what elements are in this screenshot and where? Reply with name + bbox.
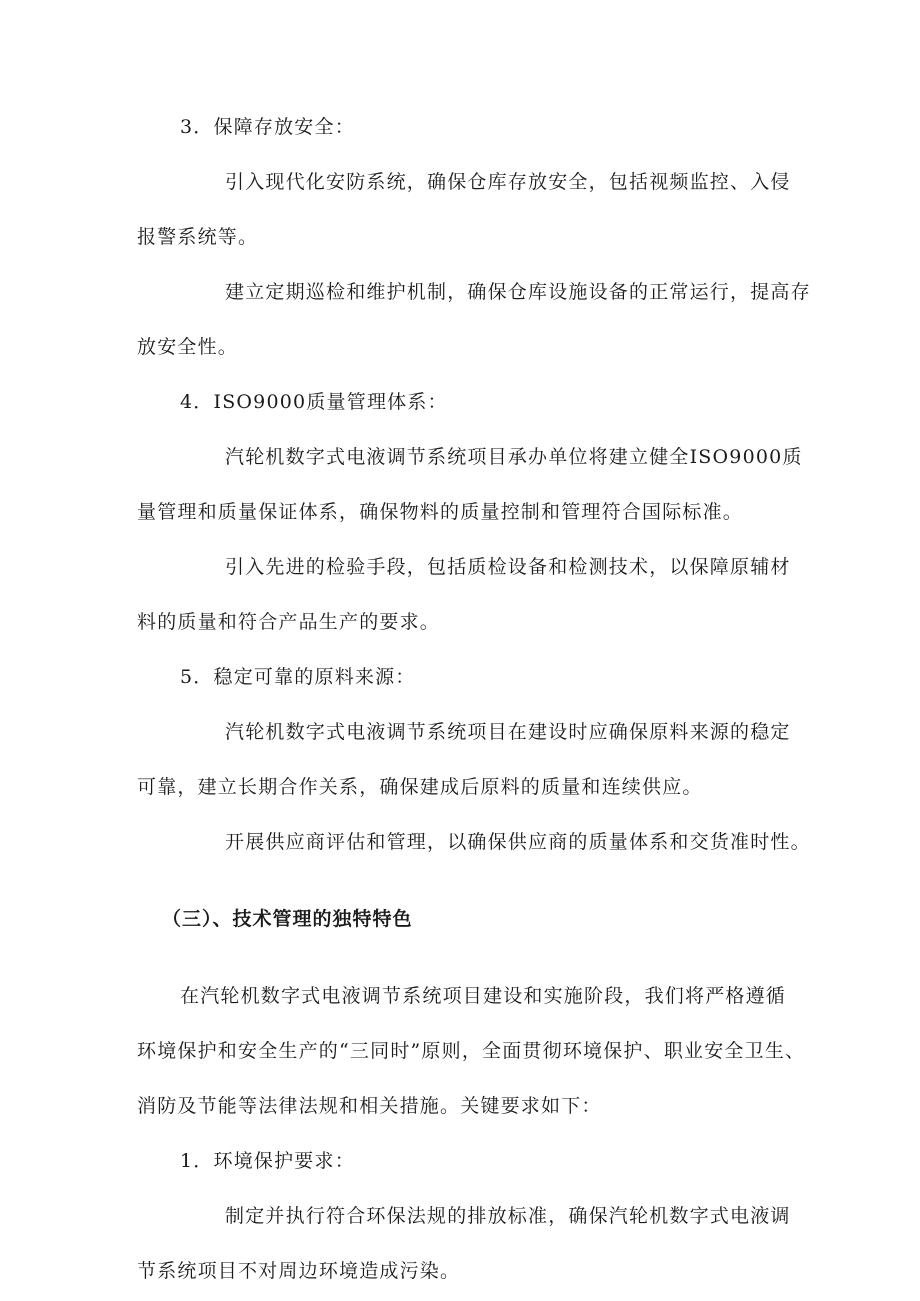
item-3-para-1-line-1: 引入现代化安防系统，确保仓库存放安全，包括视频监控、入侵 [225, 171, 791, 193]
item-4-title: 4．ISO9000质量管理体系： [180, 391, 448, 413]
item-4-para-1-line-1: 汽轮机数字式电液调节系统项目承办单位将建立健全ISO9000质 [225, 446, 803, 468]
item-3-para-2-line-1: 建立定期巡检和维护机制，确保仓库设施设备的正常运行，提高存 [225, 281, 811, 303]
item-5-para-1-line-2: 可靠，建立长期合作关系，确保建成后原料的质量和连续供应。 [137, 776, 703, 798]
item-4-para-2-line-1: 引入先进的检验手段，包括质检设备和检测技术，以保障原辅材 [225, 556, 791, 578]
section-3-intro-line-2: 环境保护和安全生产的“三同时”原则，全面贯彻环境保护、职业安全卫生、 [137, 1040, 806, 1062]
item-3-title: 3．保障存放安全： [180, 116, 355, 138]
item-5-para-1-line-1: 汽轮机数字式电液调节系统项目在建设时应确保原料来源的稳定 [225, 721, 791, 743]
section-3-item-1-para-line-2: 节系统项目不对周边环境造成污染。 [137, 1260, 461, 1282]
item-5-title: 5．稳定可靠的原料来源： [180, 666, 416, 688]
item-5-para-2-line-1: 开展供应商评估和管理，以确保供应商的质量体系和交货准时性。 [225, 831, 811, 853]
document-body [137, 114, 811, 1285]
item-4-para-1-line-2: 量管理和质量保证体系，确保物料的质量控制和管理符合国际标准。 [137, 501, 744, 523]
item-3-para-1-line-2: 报警系统等。 [137, 226, 259, 248]
section-3-title: （三）、技术管理的独特特色 [162, 908, 413, 930]
section-3-intro-line-3: 消防及节能等法律法规和相关措施。关键要求如下： [137, 1095, 602, 1117]
item-3-para-2-line-2: 放安全性。 [137, 336, 239, 358]
section-3-item-1-para-line-1: 制定并执行符合环保法规的排放标准，确保汽轮机数字式电液调 [225, 1205, 791, 1227]
section-3-item-1-title: 1．环境保护要求： [180, 1150, 355, 1172]
section-3-intro-line-1: 在汽轮机数字式电液调节系统项目建设和实施阶段，我们将严格遵循 [180, 985, 787, 1007]
item-4-para-2-line-2: 料的质量和符合产品生产的要求。 [137, 611, 441, 633]
